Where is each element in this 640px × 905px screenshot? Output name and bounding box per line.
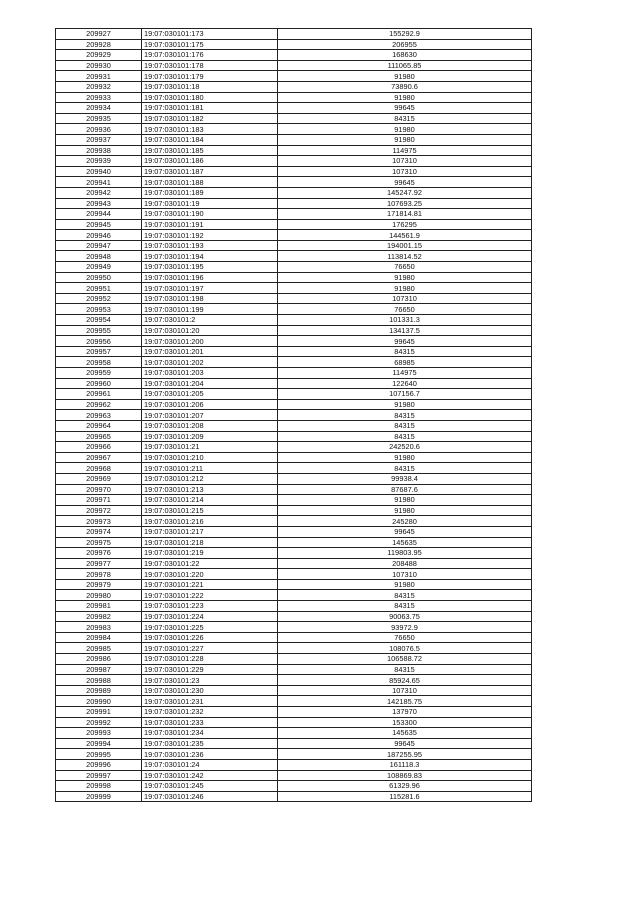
value-cell: 108076.5 bbox=[278, 643, 532, 654]
table-body bbox=[56, 29, 532, 802]
cadastral-number-cell: 19:07:030101:242 bbox=[142, 770, 278, 781]
table-row bbox=[56, 198, 532, 209]
table-row bbox=[56, 558, 532, 569]
cadastral-number-cell: 19:07:030101:216 bbox=[142, 516, 278, 527]
cadastral-number-cell: 19:07:030101:24 bbox=[142, 759, 278, 770]
cadastral-number-cell: 19:07:030101:173 bbox=[142, 29, 278, 40]
cadastral-number-cell: 19:07:030101:186 bbox=[142, 156, 278, 167]
table-row bbox=[56, 463, 532, 474]
cadastral-number-cell: 19:07:030101:176 bbox=[142, 50, 278, 61]
table-row bbox=[56, 293, 532, 304]
value-cell: 168630 bbox=[278, 50, 532, 61]
table-row bbox=[56, 516, 532, 527]
value-cell: 153300 bbox=[278, 717, 532, 728]
cadastral-number-cell: 19:07:030101:183 bbox=[142, 124, 278, 135]
value-cell: 208488 bbox=[278, 558, 532, 569]
cadastral-number-cell: 19:07:030101:220 bbox=[142, 569, 278, 580]
table-row bbox=[56, 145, 532, 156]
value-cell: 107310 bbox=[278, 166, 532, 177]
value-cell: 113814.52 bbox=[278, 251, 532, 262]
value-cell: 84315 bbox=[278, 346, 532, 357]
table-row bbox=[56, 611, 532, 622]
row-number-cell: 209980 bbox=[56, 590, 142, 601]
value-cell: 84315 bbox=[278, 431, 532, 442]
row-number-cell: 209928 bbox=[56, 39, 142, 50]
table-row bbox=[56, 632, 532, 643]
table-row bbox=[56, 230, 532, 241]
row-number-cell: 209927 bbox=[56, 29, 142, 40]
value-cell: 115281.6 bbox=[278, 791, 532, 802]
row-number-cell: 209965 bbox=[56, 431, 142, 442]
value-cell: 91980 bbox=[278, 505, 532, 516]
value-cell: 111065.85 bbox=[278, 60, 532, 71]
row-number-cell: 209977 bbox=[56, 558, 142, 569]
row-number-cell: 209963 bbox=[56, 410, 142, 421]
table-row bbox=[56, 50, 532, 61]
cadastral-number-cell: 19:07:030101:226 bbox=[142, 632, 278, 643]
cadastral-number-cell: 19:07:030101:231 bbox=[142, 696, 278, 707]
value-cell: 91980 bbox=[278, 134, 532, 145]
row-number-cell: 209939 bbox=[56, 156, 142, 167]
row-number-cell: 209974 bbox=[56, 526, 142, 537]
row-number-cell: 209937 bbox=[56, 134, 142, 145]
row-number-cell: 209946 bbox=[56, 230, 142, 241]
cadastral-number-cell: 19:07:030101:196 bbox=[142, 272, 278, 283]
table-row bbox=[56, 156, 532, 167]
value-cell: 107310 bbox=[278, 293, 532, 304]
table-row bbox=[56, 92, 532, 103]
row-number-cell: 209945 bbox=[56, 219, 142, 230]
table-row bbox=[56, 590, 532, 601]
row-number-cell: 209982 bbox=[56, 611, 142, 622]
row-number-cell: 209964 bbox=[56, 420, 142, 431]
value-cell: 187255.95 bbox=[278, 749, 532, 760]
table-row bbox=[56, 759, 532, 770]
cadastral-number-cell: 19:07:030101:219 bbox=[142, 548, 278, 559]
cadastral-number-cell: 19:07:030101:218 bbox=[142, 537, 278, 548]
value-cell: 73890.6 bbox=[278, 81, 532, 92]
table-row bbox=[56, 410, 532, 421]
row-number-cell: 209932 bbox=[56, 81, 142, 92]
cadastral-number-cell: 19:07:030101:210 bbox=[142, 452, 278, 463]
value-cell: 76650 bbox=[278, 632, 532, 643]
table-row bbox=[56, 473, 532, 484]
value-cell: 99645 bbox=[278, 738, 532, 749]
row-number-cell: 209978 bbox=[56, 569, 142, 580]
table-row bbox=[56, 685, 532, 696]
table-row bbox=[56, 251, 532, 262]
cadastral-number-cell: 19:07:030101:214 bbox=[142, 495, 278, 506]
value-cell: 91980 bbox=[278, 272, 532, 283]
row-number-cell: 209960 bbox=[56, 378, 142, 389]
cadastral-number-cell: 19:07:030101:202 bbox=[142, 357, 278, 368]
cadastral-number-cell: 19:07:030101:193 bbox=[142, 240, 278, 251]
cadastral-number-cell: 19:07:030101:188 bbox=[142, 177, 278, 188]
row-number-cell: 209943 bbox=[56, 198, 142, 209]
cadastral-number-cell: 19:07:030101:184 bbox=[142, 134, 278, 145]
table-row bbox=[56, 113, 532, 124]
cadastral-number-cell: 19:07:030101:18 bbox=[142, 81, 278, 92]
table-row bbox=[56, 696, 532, 707]
row-number-cell: 209942 bbox=[56, 187, 142, 198]
cadastral-number-cell: 19:07:030101:201 bbox=[142, 346, 278, 357]
value-cell: 145635 bbox=[278, 537, 532, 548]
cadastral-number-cell: 19:07:030101:197 bbox=[142, 283, 278, 294]
table-row bbox=[56, 304, 532, 315]
table-row bbox=[56, 187, 532, 198]
cadastral-number-cell: 19:07:030101:209 bbox=[142, 431, 278, 442]
row-number-cell: 209993 bbox=[56, 728, 142, 739]
cadastral-number-cell: 19:07:030101:230 bbox=[142, 685, 278, 696]
cadastral-number-cell: 19:07:030101:234 bbox=[142, 728, 278, 739]
table-row bbox=[56, 325, 532, 336]
row-number-cell: 209995 bbox=[56, 749, 142, 760]
row-number-cell: 209934 bbox=[56, 103, 142, 114]
row-number-cell: 209940 bbox=[56, 166, 142, 177]
table-row bbox=[56, 505, 532, 516]
row-number-cell: 209931 bbox=[56, 71, 142, 82]
table-row bbox=[56, 675, 532, 686]
table-row bbox=[56, 389, 532, 400]
table-row bbox=[56, 336, 532, 347]
cadastral-number-cell: 19:07:030101:187 bbox=[142, 166, 278, 177]
value-cell: 107310 bbox=[278, 156, 532, 167]
value-cell: 91980 bbox=[278, 124, 532, 135]
table-row bbox=[56, 399, 532, 410]
row-number-cell: 209941 bbox=[56, 177, 142, 188]
row-number-cell: 209992 bbox=[56, 717, 142, 728]
cadastral-number-cell: 19:07:030101:198 bbox=[142, 293, 278, 304]
table-row bbox=[56, 781, 532, 792]
value-cell: 85924.65 bbox=[278, 675, 532, 686]
table-row bbox=[56, 420, 532, 431]
cadastral-number-cell: 19:07:030101:236 bbox=[142, 749, 278, 760]
cadastral-number-cell: 19:07:030101:246 bbox=[142, 791, 278, 802]
row-number-cell: 209952 bbox=[56, 293, 142, 304]
value-cell: 84315 bbox=[278, 113, 532, 124]
row-number-cell: 209981 bbox=[56, 601, 142, 612]
table-row bbox=[56, 431, 532, 442]
row-number-cell: 209947 bbox=[56, 240, 142, 251]
cadastral-number-cell: 19:07:030101:175 bbox=[142, 39, 278, 50]
value-cell: 161118.3 bbox=[278, 759, 532, 770]
table-row bbox=[56, 579, 532, 590]
value-cell: 171814.81 bbox=[278, 209, 532, 220]
value-cell: 119803.95 bbox=[278, 548, 532, 559]
value-cell: 194001.15 bbox=[278, 240, 532, 251]
row-number-cell: 209998 bbox=[56, 781, 142, 792]
table-row bbox=[56, 526, 532, 537]
value-cell: 142185.75 bbox=[278, 696, 532, 707]
table-row bbox=[56, 442, 532, 453]
cadastral-number-cell: 19:07:030101:2 bbox=[142, 315, 278, 326]
table-row bbox=[56, 240, 532, 251]
table-row bbox=[56, 749, 532, 760]
cadastral-number-cell: 19:07:030101:225 bbox=[142, 622, 278, 633]
table-row bbox=[56, 81, 532, 92]
value-cell: 245280 bbox=[278, 516, 532, 527]
value-cell: 101331.3 bbox=[278, 315, 532, 326]
row-number-cell: 209973 bbox=[56, 516, 142, 527]
row-number-cell: 209975 bbox=[56, 537, 142, 548]
value-cell: 145635 bbox=[278, 728, 532, 739]
row-number-cell: 209970 bbox=[56, 484, 142, 495]
table-row bbox=[56, 664, 532, 675]
cadastral-number-cell: 19:07:030101:20 bbox=[142, 325, 278, 336]
cadastral-number-cell: 19:07:030101:215 bbox=[142, 505, 278, 516]
value-cell: 99645 bbox=[278, 336, 532, 347]
row-number-cell: 209971 bbox=[56, 495, 142, 506]
value-cell: 93972.9 bbox=[278, 622, 532, 633]
value-cell: 76650 bbox=[278, 262, 532, 273]
value-cell: 137970 bbox=[278, 707, 532, 718]
value-cell: 114975 bbox=[278, 368, 532, 379]
cadastral-number-cell: 19:07:030101:235 bbox=[142, 738, 278, 749]
row-number-cell: 209961 bbox=[56, 389, 142, 400]
row-number-cell: 209987 bbox=[56, 664, 142, 675]
row-number-cell: 209948 bbox=[56, 251, 142, 262]
row-number-cell: 209929 bbox=[56, 50, 142, 61]
cadastral-number-cell: 19:07:030101:23 bbox=[142, 675, 278, 686]
value-cell: 145247.92 bbox=[278, 187, 532, 198]
cadastral-number-cell: 19:07:030101:224 bbox=[142, 611, 278, 622]
row-number-cell: 209944 bbox=[56, 209, 142, 220]
value-cell: 84315 bbox=[278, 664, 532, 675]
value-cell: 107310 bbox=[278, 685, 532, 696]
cadastral-number-cell: 19:07:030101:204 bbox=[142, 378, 278, 389]
row-number-cell: 209949 bbox=[56, 262, 142, 273]
value-cell: 99938.4 bbox=[278, 473, 532, 484]
value-cell: 144561.9 bbox=[278, 230, 532, 241]
value-cell: 206955 bbox=[278, 39, 532, 50]
row-number-cell: 209969 bbox=[56, 473, 142, 484]
cadastral-number-cell: 19:07:030101:200 bbox=[142, 336, 278, 347]
row-number-cell: 209984 bbox=[56, 632, 142, 643]
row-number-cell: 209983 bbox=[56, 622, 142, 633]
value-cell: 134137.5 bbox=[278, 325, 532, 336]
cadastral-number-cell: 19:07:030101:19 bbox=[142, 198, 278, 209]
cadastral-number-cell: 19:07:030101:189 bbox=[142, 187, 278, 198]
value-cell: 84315 bbox=[278, 601, 532, 612]
table-row bbox=[56, 770, 532, 781]
row-number-cell: 209954 bbox=[56, 315, 142, 326]
row-number-cell: 209953 bbox=[56, 304, 142, 315]
cadastral-number-cell: 19:07:030101:227 bbox=[142, 643, 278, 654]
cadastral-number-cell: 19:07:030101:182 bbox=[142, 113, 278, 124]
table-row bbox=[56, 177, 532, 188]
row-number-cell: 209933 bbox=[56, 92, 142, 103]
row-number-cell: 209996 bbox=[56, 759, 142, 770]
table-row bbox=[56, 39, 532, 50]
cadastral-number-cell: 19:07:030101:190 bbox=[142, 209, 278, 220]
table-row bbox=[56, 728, 532, 739]
table-row bbox=[56, 537, 532, 548]
value-cell: 99645 bbox=[278, 103, 532, 114]
value-cell: 76650 bbox=[278, 304, 532, 315]
table-row bbox=[56, 484, 532, 495]
row-number-cell: 209957 bbox=[56, 346, 142, 357]
cadastral-number-cell: 19:07:030101:203 bbox=[142, 368, 278, 379]
value-cell: 87687.6 bbox=[278, 484, 532, 495]
table-row bbox=[56, 29, 532, 40]
row-number-cell: 209999 bbox=[56, 791, 142, 802]
row-number-cell: 209966 bbox=[56, 442, 142, 453]
value-cell: 90063.75 bbox=[278, 611, 532, 622]
value-cell: 155292.9 bbox=[278, 29, 532, 40]
value-cell: 99645 bbox=[278, 177, 532, 188]
value-cell: 107693.25 bbox=[278, 198, 532, 209]
row-number-cell: 209936 bbox=[56, 124, 142, 135]
table-row bbox=[56, 166, 532, 177]
table-row bbox=[56, 283, 532, 294]
table-row bbox=[56, 357, 532, 368]
cadastral-number-cell: 19:07:030101:213 bbox=[142, 484, 278, 495]
row-number-cell: 209997 bbox=[56, 770, 142, 781]
table-row bbox=[56, 654, 532, 665]
row-number-cell: 209950 bbox=[56, 272, 142, 283]
cadastral-number-cell: 19:07:030101:195 bbox=[142, 262, 278, 273]
cadastral-number-cell: 19:07:030101:192 bbox=[142, 230, 278, 241]
row-number-cell: 209989 bbox=[56, 685, 142, 696]
row-number-cell: 209930 bbox=[56, 60, 142, 71]
value-cell: 108869.83 bbox=[278, 770, 532, 781]
table-row bbox=[56, 717, 532, 728]
value-cell: 99645 bbox=[278, 526, 532, 537]
value-cell: 61329.96 bbox=[278, 781, 532, 792]
cadastral-number-cell: 19:07:030101:211 bbox=[142, 463, 278, 474]
row-number-cell: 209968 bbox=[56, 463, 142, 474]
cadastral-number-cell: 19:07:030101:223 bbox=[142, 601, 278, 612]
cadastral-number-cell: 19:07:030101:222 bbox=[142, 590, 278, 601]
cadastral-number-cell: 19:07:030101:191 bbox=[142, 219, 278, 230]
cadastral-number-cell: 19:07:030101:181 bbox=[142, 103, 278, 114]
table-row bbox=[56, 134, 532, 145]
row-number-cell: 209994 bbox=[56, 738, 142, 749]
cadastral-number-cell: 19:07:030101:21 bbox=[142, 442, 278, 453]
cadastral-number-cell: 19:07:030101:178 bbox=[142, 60, 278, 71]
value-cell: 91980 bbox=[278, 495, 532, 506]
cadastral-number-cell: 19:07:030101:233 bbox=[142, 717, 278, 728]
table-row bbox=[56, 368, 532, 379]
table-row bbox=[56, 622, 532, 633]
row-number-cell: 209988 bbox=[56, 675, 142, 686]
row-number-cell: 209951 bbox=[56, 283, 142, 294]
row-number-cell: 209986 bbox=[56, 654, 142, 665]
cadastral-number-cell: 19:07:030101:194 bbox=[142, 251, 278, 262]
cadastral-number-cell: 19:07:030101:22 bbox=[142, 558, 278, 569]
row-number-cell: 209990 bbox=[56, 696, 142, 707]
cadastral-number-cell: 19:07:030101:205 bbox=[142, 389, 278, 400]
row-number-cell: 209991 bbox=[56, 707, 142, 718]
value-cell: 84315 bbox=[278, 463, 532, 474]
row-number-cell: 209956 bbox=[56, 336, 142, 347]
value-cell: 84315 bbox=[278, 590, 532, 601]
table-row bbox=[56, 495, 532, 506]
table-row bbox=[56, 272, 532, 283]
row-number-cell: 209935 bbox=[56, 113, 142, 124]
row-number-cell: 209955 bbox=[56, 325, 142, 336]
value-cell: 84315 bbox=[278, 420, 532, 431]
value-cell: 122640 bbox=[278, 378, 532, 389]
value-cell: 91980 bbox=[278, 579, 532, 590]
table-row bbox=[56, 707, 532, 718]
row-number-cell: 209972 bbox=[56, 505, 142, 516]
cadastral-number-cell: 19:07:030101:229 bbox=[142, 664, 278, 675]
row-number-cell: 209967 bbox=[56, 452, 142, 463]
table-row bbox=[56, 60, 532, 71]
value-cell: 91980 bbox=[278, 283, 532, 294]
cadastral-number-cell: 19:07:030101:208 bbox=[142, 420, 278, 431]
cadastral-number-cell: 19:07:030101:179 bbox=[142, 71, 278, 82]
value-cell: 91980 bbox=[278, 92, 532, 103]
value-cell: 176295 bbox=[278, 219, 532, 230]
row-number-cell: 209962 bbox=[56, 399, 142, 410]
cadastral-number-cell: 19:07:030101:207 bbox=[142, 410, 278, 421]
row-number-cell: 209958 bbox=[56, 357, 142, 368]
table-row bbox=[56, 262, 532, 273]
table-row bbox=[56, 548, 532, 559]
value-cell: 91980 bbox=[278, 452, 532, 463]
cadastral-number-cell: 19:07:030101:228 bbox=[142, 654, 278, 665]
row-number-cell: 209985 bbox=[56, 643, 142, 654]
value-cell: 91980 bbox=[278, 399, 532, 410]
table-row bbox=[56, 315, 532, 326]
cadastral-number-cell: 19:07:030101:185 bbox=[142, 145, 278, 156]
cadastral-number-cell: 19:07:030101:206 bbox=[142, 399, 278, 410]
cadastral-number-cell: 19:07:030101:217 bbox=[142, 526, 278, 537]
cadastral-value-table bbox=[55, 28, 532, 802]
row-number-cell: 209959 bbox=[56, 368, 142, 379]
value-cell: 242520.6 bbox=[278, 442, 532, 453]
table-row bbox=[56, 209, 532, 220]
table-row bbox=[56, 103, 532, 114]
table-row bbox=[56, 71, 532, 82]
value-cell: 106588.72 bbox=[278, 654, 532, 665]
row-number-cell: 209938 bbox=[56, 145, 142, 156]
value-cell: 114975 bbox=[278, 145, 532, 156]
cadastral-number-cell: 19:07:030101:221 bbox=[142, 579, 278, 590]
table-row bbox=[56, 219, 532, 230]
table-row bbox=[56, 124, 532, 135]
value-cell: 91980 bbox=[278, 71, 532, 82]
table-row bbox=[56, 601, 532, 612]
table-row bbox=[56, 346, 532, 357]
cadastral-number-cell: 19:07:030101:180 bbox=[142, 92, 278, 103]
cadastral-number-cell: 19:07:030101:245 bbox=[142, 781, 278, 792]
table-row bbox=[56, 738, 532, 749]
cadastral-number-cell: 19:07:030101:212 bbox=[142, 473, 278, 484]
table-row bbox=[56, 569, 532, 580]
row-number-cell: 209976 bbox=[56, 548, 142, 559]
table-row bbox=[56, 791, 532, 802]
table-row bbox=[56, 452, 532, 463]
table-row bbox=[56, 378, 532, 389]
table-row bbox=[56, 643, 532, 654]
cadastral-number-cell: 19:07:030101:232 bbox=[142, 707, 278, 718]
row-number-cell: 209979 bbox=[56, 579, 142, 590]
value-cell: 107310 bbox=[278, 569, 532, 580]
value-cell: 68985 bbox=[278, 357, 532, 368]
cadastral-number-cell: 19:07:030101:199 bbox=[142, 304, 278, 315]
value-cell: 107156.7 bbox=[278, 389, 532, 400]
value-cell: 84315 bbox=[278, 410, 532, 421]
